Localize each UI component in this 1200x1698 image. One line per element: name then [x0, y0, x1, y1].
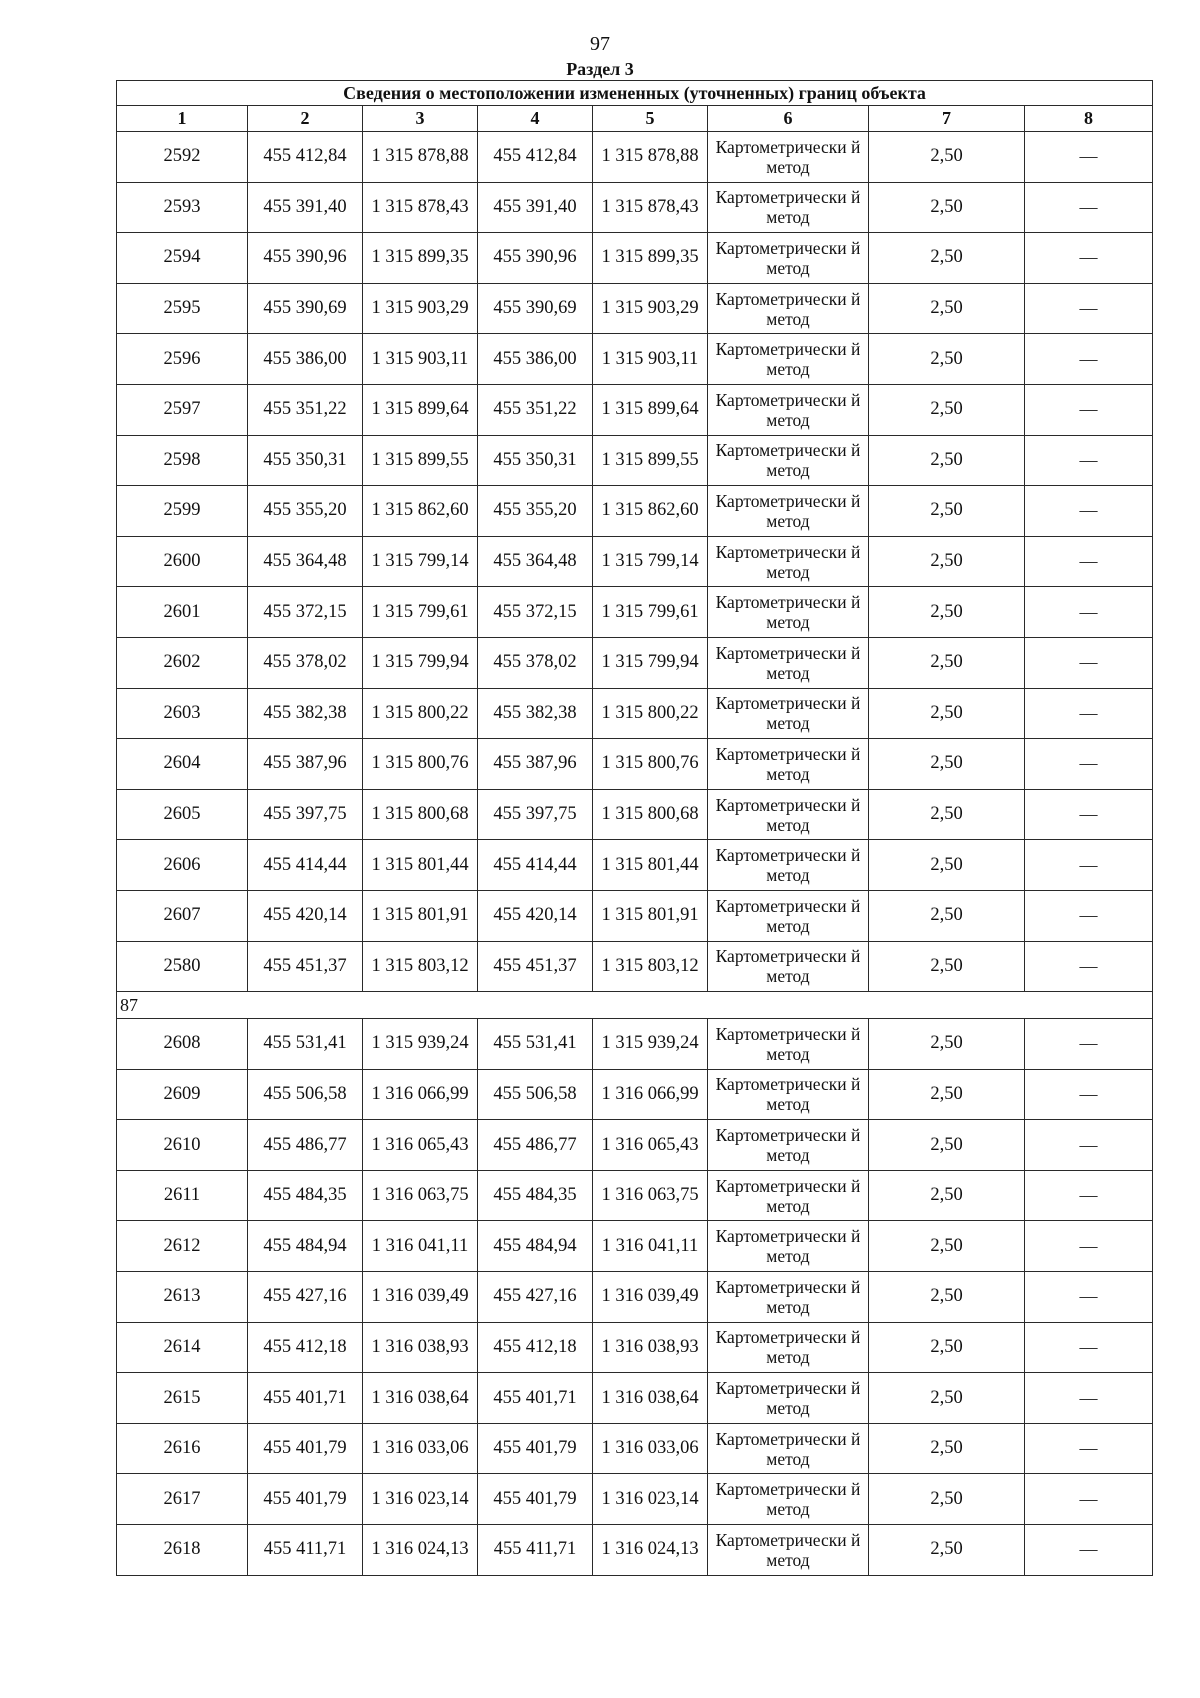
old-x-cell: 455 386,00 [248, 334, 363, 385]
note-cell: — [1025, 283, 1153, 334]
table-row [117, 840, 1153, 891]
new-y-cell: 1 315 899,64 [593, 384, 708, 435]
old-x-cell: 455 420,14 [248, 890, 363, 941]
old-y-cell: 1 315 803,12 [363, 941, 478, 992]
column-number: 8 [1025, 106, 1153, 132]
method-cell: Картометрически й метод [708, 890, 869, 941]
new-y-cell: 1 315 862,60 [593, 486, 708, 537]
old-x-cell: 455 451,37 [248, 941, 363, 992]
new-y-cell: 1 315 800,76 [593, 739, 708, 790]
table-row [117, 435, 1153, 486]
old-x-cell: 455 350,31 [248, 435, 363, 486]
method-cell: Картометрически й метод [708, 1525, 869, 1576]
accuracy-cell: 2,50 [869, 789, 1025, 840]
method-cell: Картометрически й метод [708, 1019, 869, 1070]
new-x-cell: 455 427,16 [478, 1272, 593, 1323]
note-cell: — [1025, 486, 1153, 537]
table-row [117, 890, 1153, 941]
table-row [117, 1069, 1153, 1120]
new-x-cell: 455 531,41 [478, 1019, 593, 1070]
new-y-cell: 1 316 033,06 [593, 1423, 708, 1474]
new-x-cell: 455 401,79 [478, 1474, 593, 1525]
old-y-cell: 1 315 799,94 [363, 637, 478, 688]
accuracy-cell: 2,50 [869, 132, 1025, 183]
new-y-cell: 1 315 878,88 [593, 132, 708, 183]
new-x-cell: 455 397,75 [478, 789, 593, 840]
method-cell: Картометрически й метод [708, 1069, 869, 1120]
old-x-cell: 455 401,79 [248, 1423, 363, 1474]
new-y-cell: 1 315 799,61 [593, 587, 708, 638]
new-x-cell: 455 401,71 [478, 1373, 593, 1424]
old-y-cell: 1 315 878,43 [363, 182, 478, 233]
new-x-cell: 455 351,22 [478, 384, 593, 435]
new-y-cell: 1 315 878,43 [593, 182, 708, 233]
table-row [117, 1474, 1153, 1525]
table-row [117, 1019, 1153, 1070]
point-number-cell: 2618 [117, 1525, 248, 1576]
accuracy-cell: 2,50 [869, 384, 1025, 435]
table-row [117, 688, 1153, 739]
note-cell: — [1025, 1069, 1153, 1120]
point-number-cell: 2613 [117, 1272, 248, 1323]
old-y-cell: 1 315 878,88 [363, 132, 478, 183]
old-y-cell: 1 315 903,29 [363, 283, 478, 334]
method-cell: Картометрически й метод [708, 182, 869, 233]
page-number: 97 [590, 33, 610, 55]
table-row [117, 334, 1153, 385]
old-y-cell: 1 316 024,13 [363, 1525, 478, 1576]
new-y-cell: 1 315 939,24 [593, 1019, 708, 1070]
accuracy-cell: 2,50 [869, 233, 1025, 284]
method-cell: Картометрически й метод [708, 435, 869, 486]
old-y-cell: 1 316 063,75 [363, 1170, 478, 1221]
accuracy-cell: 2,50 [869, 1474, 1025, 1525]
new-x-cell: 455 382,38 [478, 688, 593, 739]
new-x-cell: 455 412,18 [478, 1322, 593, 1373]
table-row [117, 1272, 1153, 1323]
accuracy-cell: 2,50 [869, 1069, 1025, 1120]
new-y-cell: 1 315 803,12 [593, 941, 708, 992]
note-cell: — [1025, 1120, 1153, 1171]
point-number-cell: 2612 [117, 1221, 248, 1272]
accuracy-cell: 2,50 [869, 1373, 1025, 1424]
table-caption: Сведения о местоположении измененных (уточненных) границ объекта [117, 81, 1153, 106]
point-number-cell: 2602 [117, 637, 248, 688]
old-x-cell: 455 486,77 [248, 1120, 363, 1171]
table-row [117, 789, 1153, 840]
method-cell: Картометрически й метод [708, 789, 869, 840]
point-number-cell: 2608 [117, 1019, 248, 1070]
note-cell: — [1025, 739, 1153, 790]
new-y-cell: 1 315 799,14 [593, 536, 708, 587]
note-cell: — [1025, 1423, 1153, 1474]
method-cell: Картометрически й метод [708, 536, 869, 587]
old-y-cell: 1 315 939,24 [363, 1019, 478, 1070]
new-x-cell: 455 486,77 [478, 1120, 593, 1171]
old-y-cell: 1 315 799,14 [363, 536, 478, 587]
old-x-cell: 455 506,58 [248, 1069, 363, 1120]
accuracy-cell: 2,50 [869, 1272, 1025, 1323]
accuracy-cell: 2,50 [869, 1170, 1025, 1221]
table-row [117, 941, 1153, 992]
old-x-cell: 455 372,15 [248, 587, 363, 638]
note-cell: — [1025, 384, 1153, 435]
method-cell: Картометрически й метод [708, 1120, 869, 1171]
method-cell: Картометрически й метод [708, 334, 869, 385]
method-cell: Картометрически й метод [708, 132, 869, 183]
table-row [117, 1423, 1153, 1474]
accuracy-cell: 2,50 [869, 890, 1025, 941]
table-row [117, 132, 1153, 183]
table-row [117, 637, 1153, 688]
note-cell: — [1025, 941, 1153, 992]
point-number-cell: 2615 [117, 1373, 248, 1424]
note-cell: — [1025, 1373, 1153, 1424]
accuracy-cell: 2,50 [869, 435, 1025, 486]
accuracy-cell: 2,50 [869, 637, 1025, 688]
method-cell: Картометрически й метод [708, 941, 869, 992]
note-cell: — [1025, 1474, 1153, 1525]
column-number: 1 [117, 106, 248, 132]
note-cell: — [1025, 132, 1153, 183]
note-cell: — [1025, 1019, 1153, 1070]
new-y-cell: 1 315 800,68 [593, 789, 708, 840]
column-number: 4 [478, 106, 593, 132]
point-number-cell: 2601 [117, 587, 248, 638]
note-cell: — [1025, 688, 1153, 739]
old-y-cell: 1 315 899,64 [363, 384, 478, 435]
accuracy-cell: 2,50 [869, 283, 1025, 334]
table-row [117, 233, 1153, 284]
point-number-cell: 2605 [117, 789, 248, 840]
table-row [117, 1322, 1153, 1373]
new-y-cell: 1 315 903,29 [593, 283, 708, 334]
new-y-cell: 1 316 065,43 [593, 1120, 708, 1171]
point-number-cell: 2580 [117, 941, 248, 992]
new-x-cell: 455 386,00 [478, 334, 593, 385]
new-x-cell: 455 390,96 [478, 233, 593, 284]
new-x-cell: 455 401,79 [478, 1423, 593, 1474]
new-x-cell: 455 387,96 [478, 739, 593, 790]
old-x-cell: 455 401,71 [248, 1373, 363, 1424]
column-number: 5 [593, 106, 708, 132]
old-y-cell: 1 315 899,55 [363, 435, 478, 486]
new-x-cell: 455 414,44 [478, 840, 593, 891]
old-x-cell: 455 390,96 [248, 233, 363, 284]
table-row [117, 486, 1153, 537]
method-cell: Картометрически й метод [708, 1423, 869, 1474]
new-y-cell: 1 315 801,44 [593, 840, 708, 891]
accuracy-cell: 2,50 [869, 941, 1025, 992]
column-number-row [117, 106, 1153, 132]
method-cell: Картометрически й метод [708, 840, 869, 891]
old-y-cell: 1 316 033,06 [363, 1423, 478, 1474]
table-row [117, 536, 1153, 587]
table-body [117, 81, 1153, 1576]
method-cell: Картометрически й метод [708, 384, 869, 435]
note-cell: — [1025, 1322, 1153, 1373]
new-y-cell: 1 316 039,49 [593, 1272, 708, 1323]
new-y-cell: 1 316 024,13 [593, 1525, 708, 1576]
note-cell: — [1025, 334, 1153, 385]
new-y-cell: 1 316 038,93 [593, 1322, 708, 1373]
table-row [117, 587, 1153, 638]
method-cell: Картометрически й метод [708, 1170, 869, 1221]
point-number-cell: 2597 [117, 384, 248, 435]
new-y-cell: 1 315 903,11 [593, 334, 708, 385]
accuracy-cell: 2,50 [869, 486, 1025, 537]
old-x-cell: 455 364,48 [248, 536, 363, 587]
new-x-cell: 455 372,15 [478, 587, 593, 638]
new-y-cell: 1 316 063,75 [593, 1170, 708, 1221]
accuracy-cell: 2,50 [869, 334, 1025, 385]
old-y-cell: 1 315 801,44 [363, 840, 478, 891]
new-y-cell: 1 315 899,55 [593, 435, 708, 486]
method-cell: Картометрически й метод [708, 283, 869, 334]
note-cell: — [1025, 1272, 1153, 1323]
note-cell: — [1025, 233, 1153, 284]
note-cell: — [1025, 637, 1153, 688]
old-x-cell: 455 355,20 [248, 486, 363, 537]
old-y-cell: 1 315 801,91 [363, 890, 478, 941]
old-y-cell: 1 316 065,43 [363, 1120, 478, 1171]
old-y-cell: 1 315 899,35 [363, 233, 478, 284]
method-cell: Картометрически й метод [708, 637, 869, 688]
old-x-cell: 455 378,02 [248, 637, 363, 688]
new-x-cell: 455 411,71 [478, 1525, 593, 1576]
new-x-cell: 455 355,20 [478, 486, 593, 537]
new-y-cell: 1 315 799,94 [593, 637, 708, 688]
table-row [117, 1221, 1153, 1272]
accuracy-cell: 2,50 [869, 536, 1025, 587]
point-number-cell: 2604 [117, 739, 248, 790]
accuracy-cell: 2,50 [869, 1322, 1025, 1373]
note-cell: — [1025, 435, 1153, 486]
old-y-cell: 1 315 800,68 [363, 789, 478, 840]
note-cell: — [1025, 789, 1153, 840]
new-x-cell: 455 506,58 [478, 1069, 593, 1120]
accuracy-cell: 2,50 [869, 1221, 1025, 1272]
column-number: 3 [363, 106, 478, 132]
group-label: 87 [117, 992, 1153, 1019]
new-x-cell: 455 364,48 [478, 536, 593, 587]
method-cell: Картометрически й метод [708, 739, 869, 790]
note-cell: — [1025, 890, 1153, 941]
old-x-cell: 455 401,79 [248, 1474, 363, 1525]
method-cell: Картометрически й метод [708, 1474, 869, 1525]
method-cell: Картометрически й метод [708, 587, 869, 638]
old-x-cell: 455 427,16 [248, 1272, 363, 1323]
column-number: 2 [248, 106, 363, 132]
old-x-cell: 455 397,75 [248, 789, 363, 840]
method-cell: Картометрически й метод [708, 486, 869, 537]
old-y-cell: 1 315 800,76 [363, 739, 478, 790]
accuracy-cell: 2,50 [869, 1120, 1025, 1171]
note-cell: — [1025, 840, 1153, 891]
old-x-cell: 455 412,18 [248, 1322, 363, 1373]
old-x-cell: 455 411,71 [248, 1525, 363, 1576]
old-y-cell: 1 316 041,11 [363, 1221, 478, 1272]
point-number-cell: 2611 [117, 1170, 248, 1221]
new-x-cell: 455 391,40 [478, 182, 593, 233]
point-number-cell: 2609 [117, 1069, 248, 1120]
new-x-cell: 455 390,69 [478, 283, 593, 334]
new-x-cell: 455 484,94 [478, 1221, 593, 1272]
method-cell: Картометрически й метод [708, 688, 869, 739]
old-y-cell: 1 316 023,14 [363, 1474, 478, 1525]
accuracy-cell: 2,50 [869, 1423, 1025, 1474]
accuracy-cell: 2,50 [869, 739, 1025, 790]
new-x-cell: 455 451,37 [478, 941, 593, 992]
point-number-cell: 2593 [117, 182, 248, 233]
old-x-cell: 455 414,44 [248, 840, 363, 891]
old-y-cell: 1 315 862,60 [363, 486, 478, 537]
table-row [117, 384, 1153, 435]
table-row [117, 1525, 1153, 1576]
new-x-cell: 455 350,31 [478, 435, 593, 486]
table-row [117, 283, 1153, 334]
note-cell: — [1025, 1170, 1153, 1221]
accuracy-cell: 2,50 [869, 688, 1025, 739]
note-cell: — [1025, 1525, 1153, 1576]
new-x-cell: 455 412,84 [478, 132, 593, 183]
new-x-cell: 455 420,14 [478, 890, 593, 941]
old-x-cell: 455 382,38 [248, 688, 363, 739]
table-row [117, 1120, 1153, 1171]
note-cell: — [1025, 1221, 1153, 1272]
table-caption-row [117, 81, 1153, 106]
new-x-cell: 455 484,35 [478, 1170, 593, 1221]
accuracy-cell: 2,50 [869, 1525, 1025, 1576]
old-y-cell: 1 316 038,64 [363, 1373, 478, 1424]
accuracy-cell: 2,50 [869, 840, 1025, 891]
new-y-cell: 1 316 038,64 [593, 1373, 708, 1424]
old-x-cell: 455 351,22 [248, 384, 363, 435]
column-number: 7 [869, 106, 1025, 132]
boundary-coordinates-table [116, 80, 1153, 1576]
table-row [117, 1170, 1153, 1221]
old-x-cell: 455 390,69 [248, 283, 363, 334]
section-title: Раздел 3 [566, 59, 634, 79]
table-row [117, 1373, 1153, 1424]
note-cell: — [1025, 587, 1153, 638]
table-row [117, 739, 1153, 790]
new-y-cell: 1 315 800,22 [593, 688, 708, 739]
column-number: 6 [708, 106, 869, 132]
method-cell: Картометрически й метод [708, 1373, 869, 1424]
point-number-cell: 2616 [117, 1423, 248, 1474]
point-number-cell: 2610 [117, 1120, 248, 1171]
point-number-cell: 2596 [117, 334, 248, 385]
new-y-cell: 1 316 066,99 [593, 1069, 708, 1120]
old-y-cell: 1 316 066,99 [363, 1069, 478, 1120]
accuracy-cell: 2,50 [869, 1019, 1025, 1070]
old-y-cell: 1 315 799,61 [363, 587, 478, 638]
method-cell: Картометрически й метод [708, 233, 869, 284]
new-x-cell: 455 378,02 [478, 637, 593, 688]
group-row [117, 992, 1153, 1019]
new-y-cell: 1 316 041,11 [593, 1221, 708, 1272]
old-y-cell: 1 316 039,49 [363, 1272, 478, 1323]
old-y-cell: 1 316 038,93 [363, 1322, 478, 1373]
note-cell: — [1025, 536, 1153, 587]
old-y-cell: 1 315 903,11 [363, 334, 478, 385]
old-x-cell: 455 531,41 [248, 1019, 363, 1070]
table-row [117, 182, 1153, 233]
point-number-cell: 2599 [117, 486, 248, 537]
point-number-cell: 2600 [117, 536, 248, 587]
old-x-cell: 455 412,84 [248, 132, 363, 183]
old-x-cell: 455 484,35 [248, 1170, 363, 1221]
point-number-cell: 2614 [117, 1322, 248, 1373]
old-x-cell: 455 484,94 [248, 1221, 363, 1272]
new-y-cell: 1 315 801,91 [593, 890, 708, 941]
point-number-cell: 2594 [117, 233, 248, 284]
accuracy-cell: 2,50 [869, 182, 1025, 233]
new-y-cell: 1 315 899,35 [593, 233, 708, 284]
point-number-cell: 2592 [117, 132, 248, 183]
old-y-cell: 1 315 800,22 [363, 688, 478, 739]
point-number-cell: 2617 [117, 1474, 248, 1525]
point-number-cell: 2606 [117, 840, 248, 891]
point-number-cell: 2603 [117, 688, 248, 739]
method-cell: Картометрически й метод [708, 1221, 869, 1272]
point-number-cell: 2595 [117, 283, 248, 334]
old-x-cell: 455 387,96 [248, 739, 363, 790]
point-number-cell: 2598 [117, 435, 248, 486]
method-cell: Картометрически й метод [708, 1322, 869, 1373]
note-cell: — [1025, 182, 1153, 233]
new-y-cell: 1 316 023,14 [593, 1474, 708, 1525]
method-cell: Картометрически й метод [708, 1272, 869, 1323]
point-number-cell: 2607 [117, 890, 248, 941]
old-x-cell: 455 391,40 [248, 182, 363, 233]
accuracy-cell: 2,50 [869, 587, 1025, 638]
